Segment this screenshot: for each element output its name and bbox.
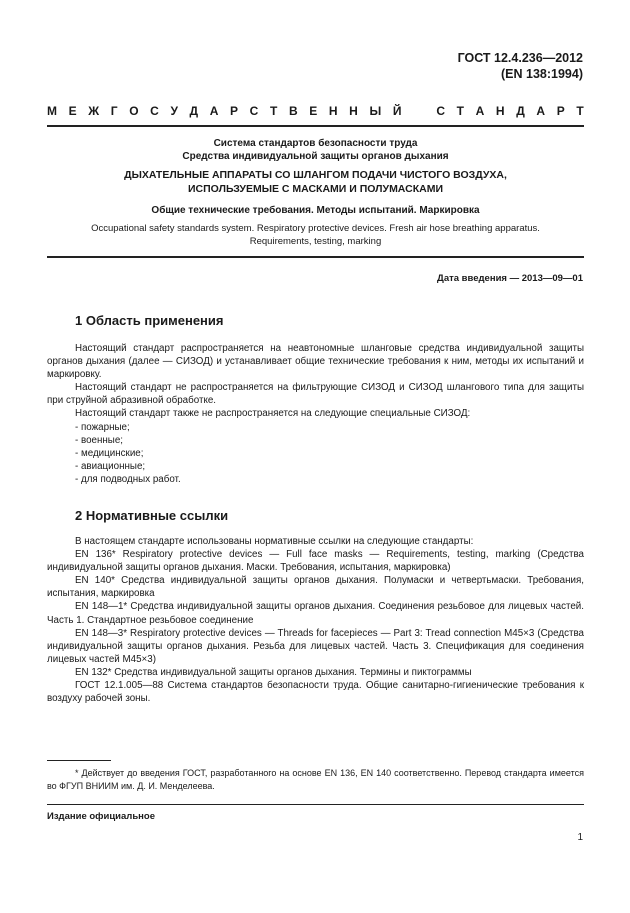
standard-code-line2: (EN 138:1994) xyxy=(501,67,583,81)
list-item: - медицинские; xyxy=(75,447,144,459)
banner-letter: Н xyxy=(328,104,338,118)
list-item: - военные; xyxy=(75,434,124,446)
reference-item: EN 148—3* Respiratory protective devices — Threads for facepieces — Part 3: Tread connection M45×3 (Средства индивидуальной защиты органов дыхания. Резьба для лицевых частей. Часть 3. Спецификация для соединения лицевых частей M45×3) xyxy=(47,627,584,665)
banner-letter: Е xyxy=(309,104,318,118)
english-title-line2: Requirements, testing, marking xyxy=(249,235,382,247)
footnote-divider xyxy=(47,760,111,761)
english-title-line1: Occupational safety standards system. Respiratory protective devices. Fresh air hose breathing apparatus. xyxy=(91,223,540,234)
main-title-line1: ДЫХАТЕЛЬНЫЕ АППАРАТЫ СО ШЛАНГОМ ПОДАЧИ ЧИСТОГО ВОЗДУХА, xyxy=(124,169,507,181)
section-2-heading: 2 Нормативные ссылки xyxy=(75,508,229,523)
section-1-body xyxy=(47,342,584,486)
paragraph: В настоящем стандарте использованы нормативные ссылки на следующие стандарты: xyxy=(75,536,474,547)
banner-letter: Р xyxy=(230,104,239,118)
list-item: - пожарные; xyxy=(75,421,130,433)
banner-letter: Е xyxy=(68,104,77,118)
banner-letter: С xyxy=(150,104,159,118)
banner-letter: А xyxy=(475,104,485,118)
standard-code xyxy=(458,50,583,82)
paragraph: Настоящий стандарт распространяется на неавтономные шланговые средства индивидуальной защиты органов дыхания (далее — СИЗОД) и устанавливает общие технические требования к ним, методы их испытаний и маркировку. xyxy=(47,343,584,381)
banner-divider xyxy=(47,125,584,127)
banner-letter: А xyxy=(536,104,546,118)
section-2-body xyxy=(47,535,584,705)
banner-letter: Д xyxy=(189,104,199,118)
banner-letter: А xyxy=(209,104,219,118)
banner-letter: У xyxy=(170,104,178,118)
banner-letter: Г xyxy=(110,104,118,118)
banner-letter: Н xyxy=(495,104,505,118)
banner-letter: С xyxy=(249,104,259,118)
reference-item: EN 140* Средства индивидуальной защиты органов дыхания. Полумаски и четвертьмаски. Требования, испытания, маркировка xyxy=(47,575,584,600)
reference-item: EN 132* Средства индивидуальной защиты органов дыхания. Термины и пиктограммы xyxy=(75,666,472,678)
banner-letter: Ы xyxy=(369,104,382,118)
list-item: - авиационные; xyxy=(75,460,146,472)
title-divider xyxy=(47,256,584,258)
main-title-line2: ИСПОЛЬЗУЕМЫЕ С МАСКАМИ И ПОЛУМАСКАМИ xyxy=(188,182,443,195)
banner-letter: Й xyxy=(392,104,402,118)
banner-letter: Ж xyxy=(88,104,100,118)
paragraph: Настоящий стандарт также не распространяется на следующие специальные СИЗОД: xyxy=(75,408,471,420)
banner-letter: Т xyxy=(576,104,584,118)
banner-letter: Т xyxy=(269,104,278,118)
means-title: Средства индивидуальной защиты органов дыхания xyxy=(182,151,449,162)
banner-letter: Т xyxy=(456,104,464,118)
banner-letter: Р xyxy=(556,104,565,118)
section-1-heading: 1 Область применения xyxy=(75,313,224,328)
reference-item: EN 148—1* Средства индивидуальной защиты органов дыхания. Соединения резьбовое для лицевых частей. Часть 1. Стандартное резьбовое соединение xyxy=(47,601,584,626)
list-item: - для подводных работ. xyxy=(75,473,181,485)
reference-item: EN 136* Respiratory protective devices — Full face masks — Requirements, testing, marking (Средства индивидуальной защиты органов дыхания. Маски. Требования, испытания, маркировка) xyxy=(47,549,584,574)
banner-letter: О xyxy=(129,104,139,118)
interstate-standard-banner xyxy=(47,104,584,118)
banner-letter: М xyxy=(47,104,57,118)
banner-letter: В xyxy=(288,104,298,118)
reference-item: ГОСТ 12.1.005—88 Система стандартов безопасности труда. Общие санитарно-гигиенические требования к воздуху рабочей зоны. xyxy=(47,680,584,705)
title-block xyxy=(47,137,584,248)
introduction-date: Дата введения — 2013—09—01 xyxy=(437,273,583,284)
footnote xyxy=(47,767,584,792)
official-edition-label: Издание официальное xyxy=(47,811,155,822)
banner-letter: Д xyxy=(516,104,525,118)
banner-letter: Н xyxy=(349,104,358,118)
bottom-divider xyxy=(47,804,584,805)
paragraph: Настоящий стандарт не распространяется на фильтрующие СИЗОД и СИЗОД шлангового типа для защиты при струйной абразивной обработке. xyxy=(47,382,584,407)
english-title xyxy=(47,223,584,248)
footnote-text: * Действует до введения ГОСТ, разработанного на основе EN 136, EN 140 соответственно. Перевод стандарта имеется во ФГУП ВНИИМ им. Д. И. Менделеева. xyxy=(47,768,584,791)
page-number: 1 xyxy=(577,832,583,843)
system-title: Система стандартов безопасности труда xyxy=(213,138,418,149)
standard-code-line1: ГОСТ 12.4.236—2012 xyxy=(457,51,583,65)
main-title xyxy=(47,169,584,196)
banner-letter: С xyxy=(436,104,446,118)
subtitle: Общие технические требования. Методы испытаний. Маркировка xyxy=(151,205,480,216)
